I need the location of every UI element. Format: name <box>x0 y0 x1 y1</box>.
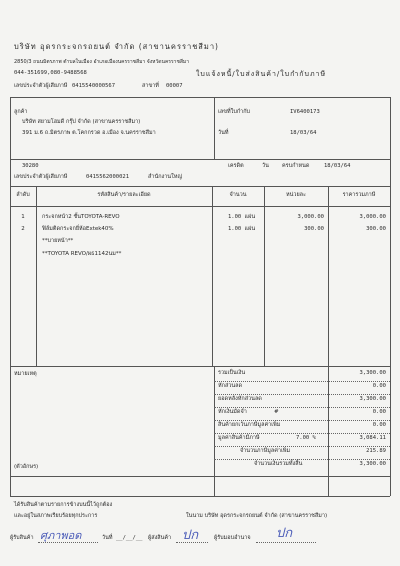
row-2-qty: 1.00 แผ่น <box>228 226 256 232</box>
total-value-4: 0.00 <box>372 422 386 428</box>
total-label-3: หักเงินมัดจำ <box>218 409 247 415</box>
note-line-2: **TOYOTA REVO/ผธ1142นม** <box>42 251 122 257</box>
deposit-hash: # <box>274 409 279 415</box>
seller-branch-label: สาขาที่ <box>142 83 159 89</box>
seller-tax-id: 0415540000567 <box>72 83 116 89</box>
received-text-2: และอยู่ในสภาพเรียบร้อยทุกประการ <box>14 513 98 519</box>
row-2-no: 2 <box>21 226 25 232</box>
total-value-7: 3,300.00 <box>359 461 386 467</box>
total-value-5: 3,084.11 <box>359 435 386 441</box>
amount-words-label: (ตัวอักษร) <box>14 464 39 470</box>
total-label-1: หักส่วนลด <box>218 383 243 389</box>
customer-label: ลูกค้า <box>14 109 28 115</box>
seller-branch-no: 00007 <box>166 83 183 89</box>
col-header-unit-price: หน่วยละ <box>285 192 307 198</box>
seller-name: บริษัท อุดรกระจกรถยนต์ จำกัด (สาขานครราชสีมา) <box>14 42 219 51</box>
sender-signature: ปก <box>182 528 199 543</box>
receiver-label: ผู้รับสินค้า <box>10 535 34 541</box>
customer-name: บริษัท สยามโฮมดี กรุ๊ป จำกัด (สาขานครราชสีมา) <box>22 119 141 125</box>
total-label-5: มูลค่าสินค้ามีภาษี <box>218 435 260 441</box>
invoice-date-label: วันที่ <box>218 130 229 136</box>
customer-postcode: 30280 <box>22 163 39 169</box>
total-label-7: จำนวนเงินรวมทั้งสิ้น <box>254 461 303 467</box>
row-2-amount: 300.00 <box>366 226 386 232</box>
due-label: ครบกำหนด <box>282 163 310 169</box>
due-date: 18/03/64 <box>324 163 351 169</box>
receive-date-label: วันที่ <box>102 535 113 541</box>
row-2-desc: ฟิล์มติดกระจกยี่ห้อExtek40% <box>42 226 114 232</box>
col-header-no: ลำดับ <box>16 192 30 198</box>
received-text-1: ได้รับสินค้าตามรายการข้างบนนี้ไว้ถูกต้อง <box>14 502 113 508</box>
total-value-6: 215.89 <box>366 448 386 454</box>
remarks-label: หมายเหตุ <box>14 371 37 377</box>
vat-rate: 7.00 % <box>296 435 316 441</box>
seller-tax-label: เลขประจำตัวผู้เสียภาษี <box>14 83 68 89</box>
seller-address: 2850/3 ถนนมิตรภาพ ตำบลในเมือง อำเภอเมืองนครราชสีมา จังหวัดนครราชสีมา <box>14 59 190 65</box>
total-value-3: 0.00 <box>372 409 386 415</box>
row-1-no: 1 <box>21 214 25 220</box>
invoice-number-label: เลขที่ใบกำกับ <box>218 109 251 115</box>
row-1-qty: 1.00 แผ่น <box>228 214 256 220</box>
customer-branch: สำนักงานใหญ่ <box>148 174 183 180</box>
row-1-amount: 3,000.00 <box>359 214 386 220</box>
seller-phone: 044-351699,080-9488568 <box>14 70 87 76</box>
document-title: ใบแจ้งหนี้/ใบส่งสินค้า/ใบกำกับภาษี <box>196 70 327 78</box>
authorized-label: ผู้รับมอบอำนาจ <box>214 535 251 541</box>
credit-days-label: วัน <box>262 163 269 169</box>
invoice-number: IV6400173 <box>290 109 320 115</box>
row-1-desc: กระจกหน้า2 ชั้นTOYOTA-REVO <box>42 214 120 220</box>
credit-label: เครดิต <box>228 163 244 169</box>
customer-tax-id: 0415562000021 <box>86 174 130 180</box>
total-label-2: ยอดหลังหักส่วนลด <box>218 396 262 402</box>
row-1-unit-price: 3,000.00 <box>297 214 324 220</box>
authorized-signature: ปก <box>276 526 293 541</box>
total-label-0: รวมเป็นเงิน <box>218 370 246 376</box>
col-header-desc: รหัสสินค้า/รายละเอียด <box>97 192 151 198</box>
total-value-0: 3,300.00 <box>359 370 386 376</box>
customer-address: 391 ม.6 ถ.มิตรภาพ ต.โคกกรวด อ.เมือง จ.นครราชสีมา <box>22 130 156 136</box>
receiver-signature: ศุภาพอด <box>40 529 82 542</box>
on-behalf-text: ในนาม บริษัท อุดรกระจกรถยนต์ จำกัด (สาขานครราชสีมา) <box>186 513 328 519</box>
col-header-amount: ราคารวมภาษี <box>342 192 376 198</box>
col-header-qty: จำนวน <box>229 192 247 198</box>
receive-date-blank: __/__/__ <box>116 535 143 541</box>
total-label-4: สินค้ายกเว้นภาษีมูลค่าเพิ่ม <box>218 422 281 428</box>
row-2-unit-price: 300.00 <box>304 226 324 232</box>
sender-label: ผู้ส่งสินค้า <box>148 535 172 541</box>
total-value-2: 3,300.00 <box>359 396 386 402</box>
total-value-1: 0.00 <box>372 383 386 389</box>
total-label-6: จำนวนภาษีมูลค่าเพิ่ม <box>240 448 291 454</box>
invoice-date: 18/03/64 <box>290 130 317 136</box>
customer-tax-label: เลขประจำตัวผู้เสียภาษี <box>14 174 68 180</box>
note-line-1: **บายหน้า** <box>42 238 74 244</box>
